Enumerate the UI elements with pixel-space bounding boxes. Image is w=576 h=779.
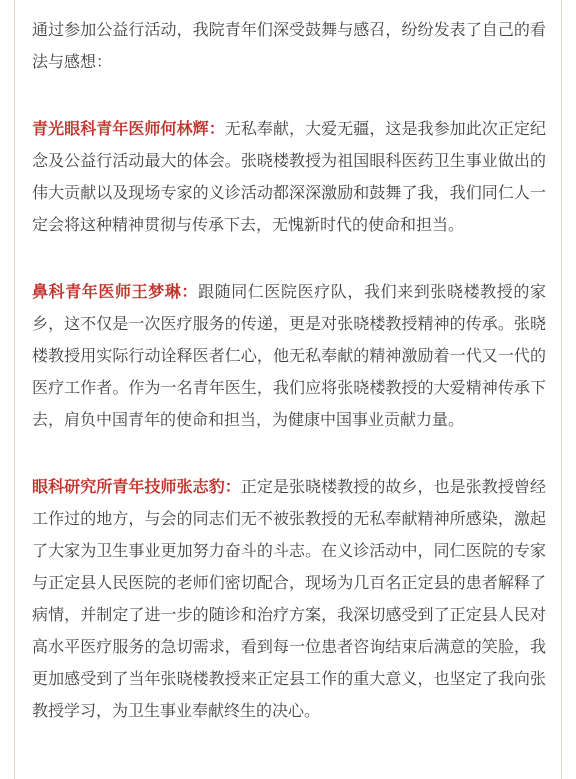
testimonial-text: 无私奉献，大爱无疆，这是我参加此次正定纪念及公益行活动最大的体会。张晓楼教授为祖国眼科医药卫生事业做出的伟大贡献以及现场专家的义诊活动都深深激励和鼓舞了我，我们同仁人一定会将这种精神贯彻与传承下去，无愧新时代的使命和担当。 [32,119,546,234]
testimonial-paragraph [32,113,546,241]
speaker-name: 眼科研究所青年技师张志豹： [32,477,241,496]
testimonial-text: 正定是张晓楼教授的故乡，也是张教授曾经工作过的地方，与会的同志们无不被张教授的无私奉献精神所感染，激起了大家为卫生事业更加努力奋斗的斗志。在义诊活动中，同仁医院的专家与正定县人民医院的老师们密切配合，现场为几百名正定县的患者解释了病情，并制定了进一步的随诊和治疗方案，我深切感受到了正定县人民对高水平医疗服务的急切需求，看到每一位患者咨询结束后满意的笑脸，我更加感受到了当年张晓楼教授来正定县工作的重大意义，也坚定了我向张教授学习，为卫生事业奉献终生的决心。 [32,477,546,720]
article-body [32,0,546,727]
testimonial-text: 跟随同仁医院医疗队，我们来到张晓楼教授的家乡，这不仅是一次医疗服务的传递，更是对张晓楼教授精神的传承。张晓楼教授用实际行动诠释医者仁心，他无私奉献的精神激励着一代又一代的医疗工作者。作为一名青年医生，我们应将张晓楼教授的大爱精神传承下去，肩负中国青年的使命和担当，为健康中国事业贡献力量。 [32,282,546,429]
testimonial-paragraph [32,276,546,436]
speaker-name: 青光眼科青年医师何林辉： [32,119,225,138]
speaker-name: 鼻科青年医师王梦琳： [32,282,198,301]
intro-paragraph: 通过参加公益行活动，我院青年们深受鼓舞与感召，纷纷发表了自己的看法与感想： [32,20,546,71]
testimonial-paragraph [32,471,546,727]
